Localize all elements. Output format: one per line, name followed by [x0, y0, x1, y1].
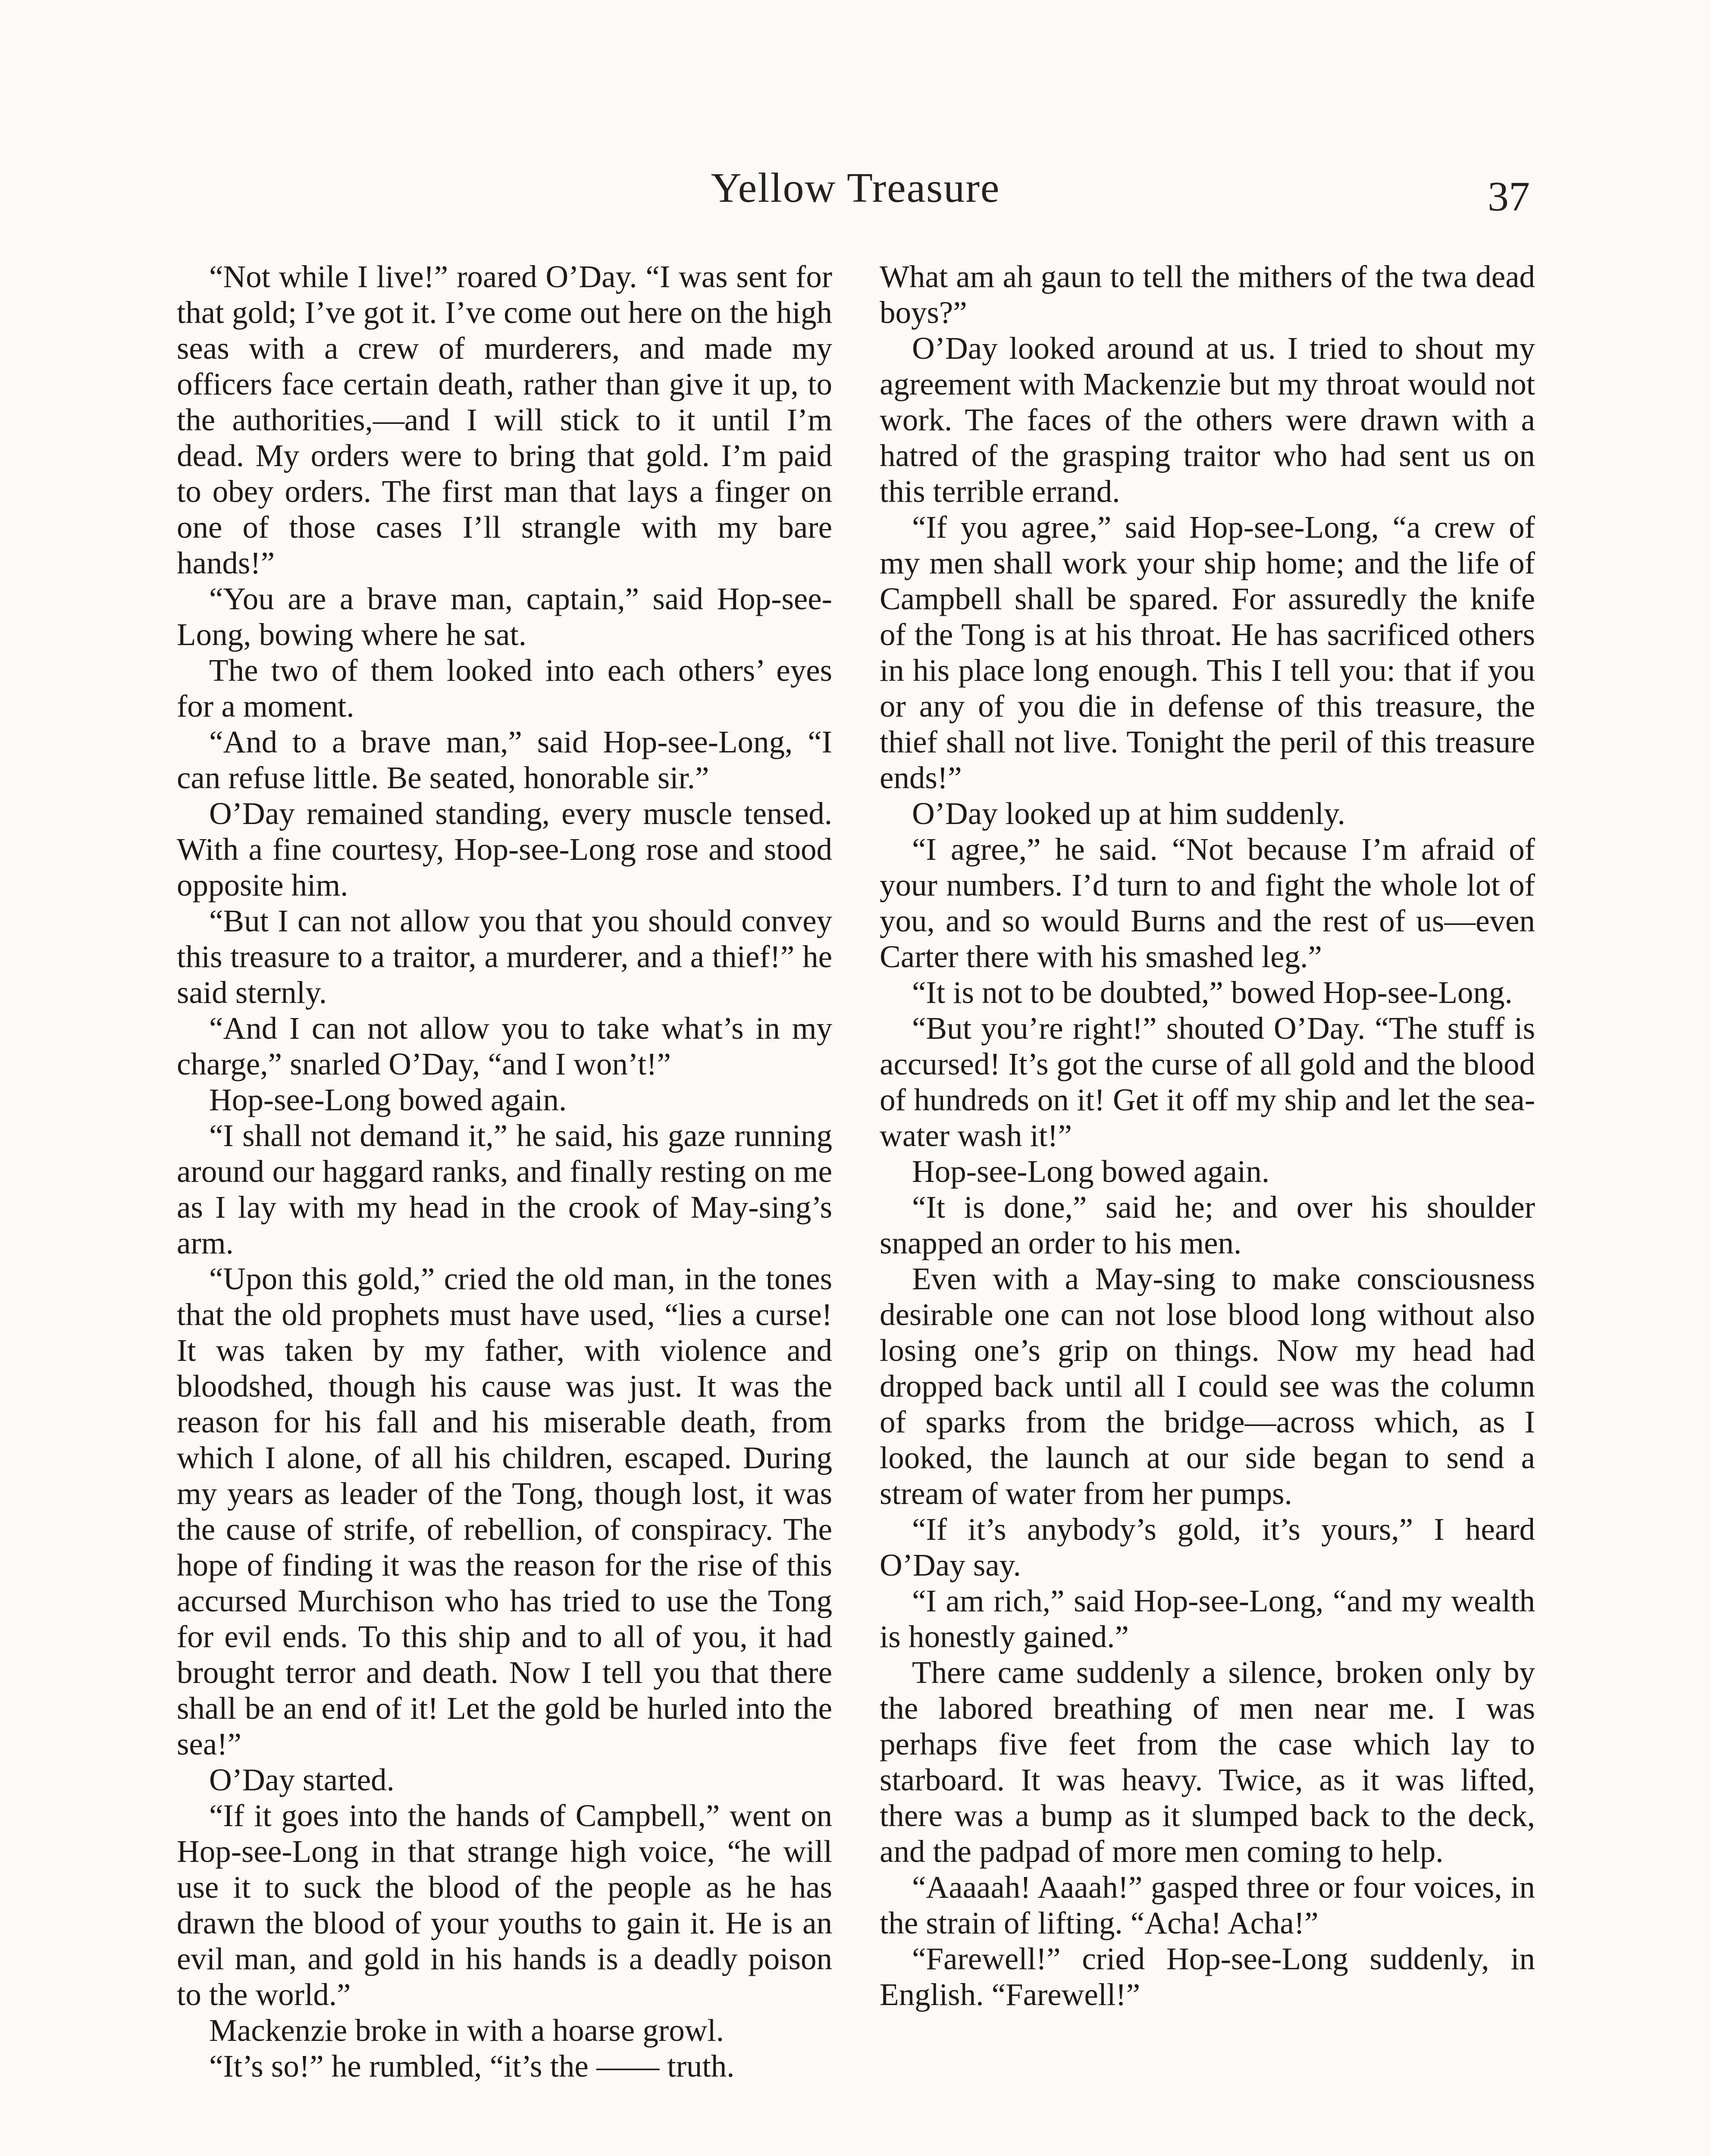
paragraph: There came suddenly a silence, broken only by the labored breathing of men near me. I was perhaps five feet from the case which lay to starboard. It was heavy. Twice, as it was lifted, there was a bump as it slumped back to the deck, and the padpad of more men coming to help.	[880, 1655, 1535, 1869]
paragraph: The two of them looked into each others’ eyes for a moment.	[177, 653, 832, 724]
paragraph: Mackenzie broke in with a hoarse growl.	[209, 2013, 724, 2048]
paragraph: Hop-see-Long bowed again.	[912, 1154, 1270, 1189]
page-number: 37	[1488, 173, 1530, 220]
paragraph: O’Day started.	[209, 1762, 395, 1797]
paragraph: O’Day looked around at us. I tried to shout my agreement with Mackenzie but my throat would not work. The faces of the others were drawn with a hatred of the grasping traitor who had sent us on this terrible errand.	[880, 331, 1535, 509]
paragraph: “If it’s anybody’s gold, it’s yours,” I heard O’Day say.	[880, 1512, 1535, 1583]
paragraph: “It’s so!” he rumbled, “it’s the —— truth.	[209, 2049, 735, 2084]
paragraph: “If it goes into the hands of Campbell,” went on Hop-see-Long in that strange high voice, “he will use it to suck the blood of the people as he has drawn the blood of your youths to gain it. He is an evil man, and gold in his hands is a deadly poison to the world.”	[177, 1798, 832, 2012]
right-column	[880, 259, 1535, 2156]
paragraph-continued: What am ah gaun to tell the mithers of the twa dead boys?”	[880, 259, 1535, 330]
page-header	[0, 164, 1711, 229]
paragraph: “I shall not demand it,” he said, his gaze running around our haggard ranks, and finally resting on me as I lay with my head in the crook of May-sing’s arm.	[177, 1118, 832, 1260]
paragraph: “Not while I live!” roared O’Day. “I was sent for that gold; I’ve got it. I’ve come out here on the high seas with a crew of murderers, and made my officers face certain death, rather than give it up, to the authorities,—and I will stick to it until I’m dead. My orders were to bring that gold. I’m paid to obey orders. The first man that lays a finger on one of those cases I’ll strangle with my bare hands!”	[177, 259, 832, 580]
paragraph: “But you’re right!” shouted O’Day. “The stuff is accursed! It’s got the curse of all gold and the blood of hundreds on it! Get it off my ship and let the sea-water wash it!”	[880, 1011, 1535, 1153]
paragraph: “Upon this gold,” cried the old man, in the tones that the old prophets must have used, “lies a curse! It was taken by my father, with violence and bloodshed, though his cause was just. It was the reason for his fall and his miserable death, from which I alone, of all his children, escaped. During my years as leader of the Tong, though lost, it was the cause of strife, of rebellion, of conspiracy. The hope of finding it was the reason for the rise of this accursed Murchison who has tried to use the Tong for evil ends. To this ship and to all of you, it had brought terror and death. Now I tell you that there shall be an end of it! Let the gold be hurled into the sea!”	[177, 1261, 832, 1761]
paragraph: “I agree,” he said. “Not because I’m afraid of your numbers. I’d turn to and fight the whole lot of you, and so would Burns and the rest of us—even Carter there with his smashed leg.”	[880, 832, 1535, 974]
paragraph: O’Day looked up at him suddenly.	[912, 796, 1345, 831]
left-column	[177, 259, 832, 2156]
paragraph: “You are a brave man, captain,” said Hop-see-Long, bowing where he sat.	[177, 581, 832, 652]
paragraph: “And I can not allow you to take what’s in my charge,” snarled O’Day, “and I won’t!”	[177, 1011, 832, 1081]
paragraph: “I am rich,” said Hop-see-Long, “and my wealth is honestly gained.”	[880, 1583, 1535, 1654]
paragraph: “It is done,” said he; and over his shoulder snapped an order to his men.	[880, 1190, 1535, 1260]
paragraph: “And to a brave man,” said Hop-see-Long, “I can refuse little. Be seated, honorable sir.”	[177, 724, 832, 795]
paragraph: “If you agree,” said Hop-see-Long, “a crew of my men shall work your ship home; and the life of Campbell shall be spared. For assuredly the knife of the Tong is at his throat. He has sacrificed others in his place long enough. This I tell you: that if you or any of you die in defense of this treasure, the thief shall not live. Tonight the peril of this treasure ends!”	[880, 510, 1535, 795]
paragraph: “Farewell!” cried Hop-see-Long suddenly, in English. “Farewell!”	[880, 1941, 1535, 2012]
running-title: Yellow Treasure	[711, 165, 1000, 211]
paragraph: O’Day remained standing, every muscle tensed. With a fine courtesy, Hop-see-Long rose and stood opposite him.	[177, 796, 832, 903]
paragraph: Even with a May-sing to make consciousness desirable one can not lose blood long without also losing one’s grip on things. Now my head had dropped back until all I could see was the column of sparks from the bridge—across which, as I looked, the launch at our side began to send a stream of water from her pumps.	[880, 1261, 1535, 1511]
paragraph: “But I can not allow you that you should convey this treasure to a traitor, a murderer, and a thief!” he said sternly.	[177, 903, 832, 1010]
paragraph: “It is not to be doubted,” bowed Hop-see-Long.	[912, 975, 1513, 1010]
paragraph: “Aaaaah! Aaaah!” gasped three or four voices, in the strain of lifting. “Acha! Acha!”	[880, 1870, 1535, 1940]
paragraph: Hop-see-Long bowed again.	[209, 1082, 567, 1117]
body-text	[177, 259, 1535, 2156]
